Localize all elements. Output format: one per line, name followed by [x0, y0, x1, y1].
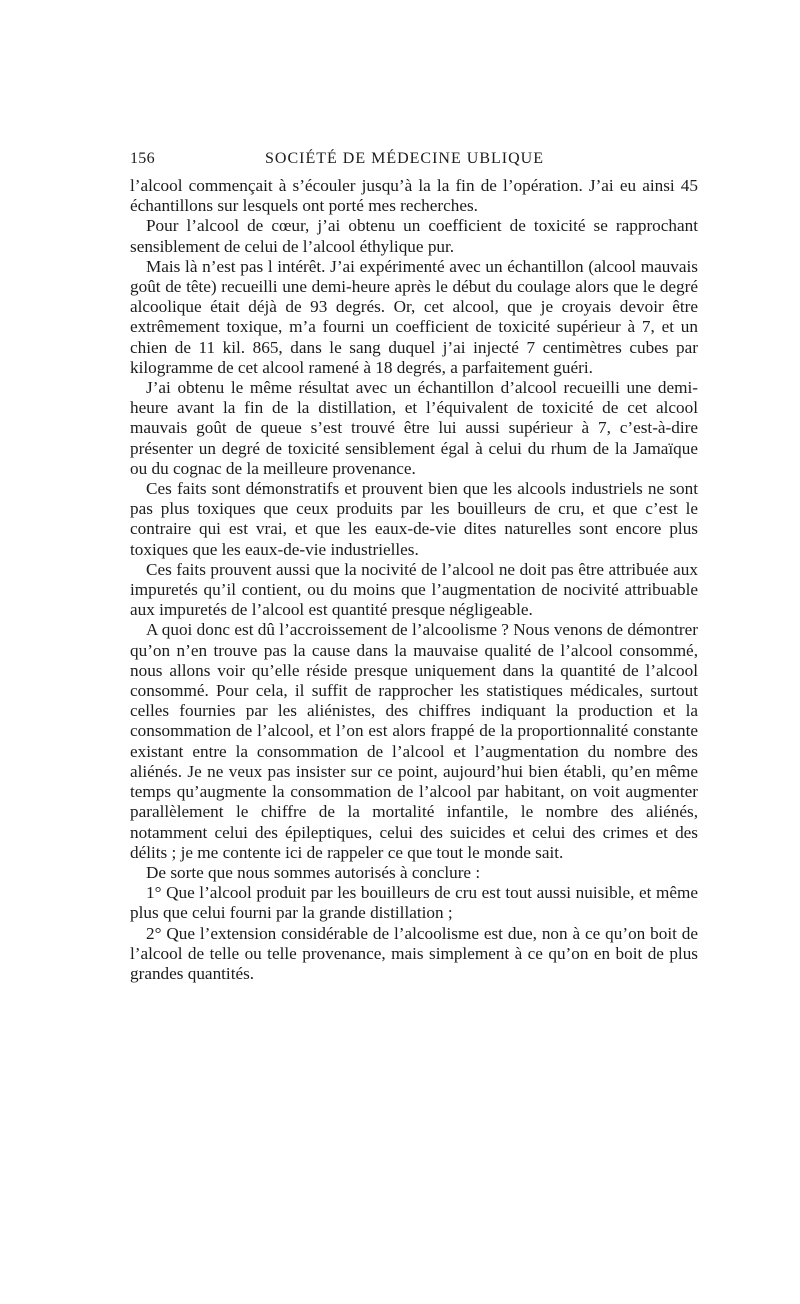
paragraph: Mais là n’est pas l intérêt. J’ai expérimenté avec un échantillon (alcool mauvais goût de tête) recueilli une demi-heure après le début du coulage alors que le degré alcoolique était déjà de 93 degrés. Or, cet alcool, que je croyais devoir être extrêmement toxique, m’a fourni un coefficient de toxicité supérieur à 7, et un chien de 11 kil. 865, dans le sang duquel j’ai injecté 7 centimètres cubes par kilogramme de cet alcool ramené à 18 degrés, a parfaitement guéri. [130, 256, 698, 377]
paragraph: Ces faits sont démonstratifs et prouvent bien que les alcools industriels ne sont pas plus toxiques que ceux produits par les bouilleurs de cru, et que c’est le contraire qui est vrai, et que les eaux-de-vie dites naturelles sont encore plus toxiques que les eaux-de-vie industrielles. [130, 479, 698, 559]
paragraph: A quoi donc est dû l’accroissement de l’alcoolisme ? Nous venons de démontrer qu’on n’en trouve pas la cause dans la mauvaise qualité de l’alcool consommé, nous allons voir qu’elle réside presque uniquement dans la quantité de l’alcool consommé. Pour cela, il suffit de rapprocher les statistiques médicales, surtout celles fournies par les aliénistes, des chiffres indiquant la production et la consommation de l’alcool, et l’on est alors frappé de la proportionnalité constante existant entre la consommation de l’alcool et l’augmentation du nombre des aliénés. Je ne veux pas insister sur ce point, aujourd’hui bien établi, qu’en même temps qu’augmente la consommation de l’alcool par habitant, on voit augmenter parallèlement le chiffre de la mortalité infantile, le nombre des aliénés, notamment celui des épileptiques, celui des suicides et celui des crimes et des délits ; je me contente ici de rappeler ce que tout le monde sait. [130, 620, 698, 862]
paragraph: l’alcool commençait à s’écouler jusqu’à la la fin de l’opération. J’ai eu ainsi 45 échantillons sur lesquels ont porté mes recherches. [130, 176, 698, 216]
book-page [130, 150, 698, 984]
page-number: 156 [130, 150, 155, 167]
paragraph: 1° Que l’alcool produit par les bouilleurs de cru est tout aussi nuisible, et même plus que celui fourni par la grande distillation ; [130, 883, 698, 923]
paragraph: Pour l’alcool de cœur, j’ai obtenu un coefficient de toxicité se rapprochant sensiblement de celui de l’alcool éthylique pur. [130, 216, 698, 256]
paragraph: De sorte que nous sommes autorisés à conclure : [146, 862, 481, 882]
body-text [130, 176, 698, 984]
page-header [130, 150, 698, 172]
paragraph: J’ai obtenu le même résultat avec un échantillon d’alcool recueilli une demi-heure avant la fin de la distillation, et l’équivalent de toxicité de cet alcool mauvais goût de queue s’est trouvé être lui aussi supérieur à 7, c’est-à-dire présenter un degré de toxicité sensiblement égal à celui du rhum de la Jamaïque ou du cognac de la meilleure provenance. [130, 378, 698, 478]
paragraph: Ces faits prouvent aussi que la nocivité de l’alcool ne doit pas être attribuée aux impuretés qu’il contient, ou du moins que l’augmentation de nocivité attribuable aux impuretés de l’alcool est quantité presque négligeable. [130, 559, 698, 620]
running-title: SOCIÉTÉ DE MÉDECINE UBLIQUE [265, 150, 544, 167]
paragraph: 2° Que l’extension considérable de l’alcoolisme est due, non à ce qu’on boit de l’alcool de telle ou telle provenance, mais simplement à ce qu’on en boit de plus grandes quantités. [130, 923, 698, 983]
